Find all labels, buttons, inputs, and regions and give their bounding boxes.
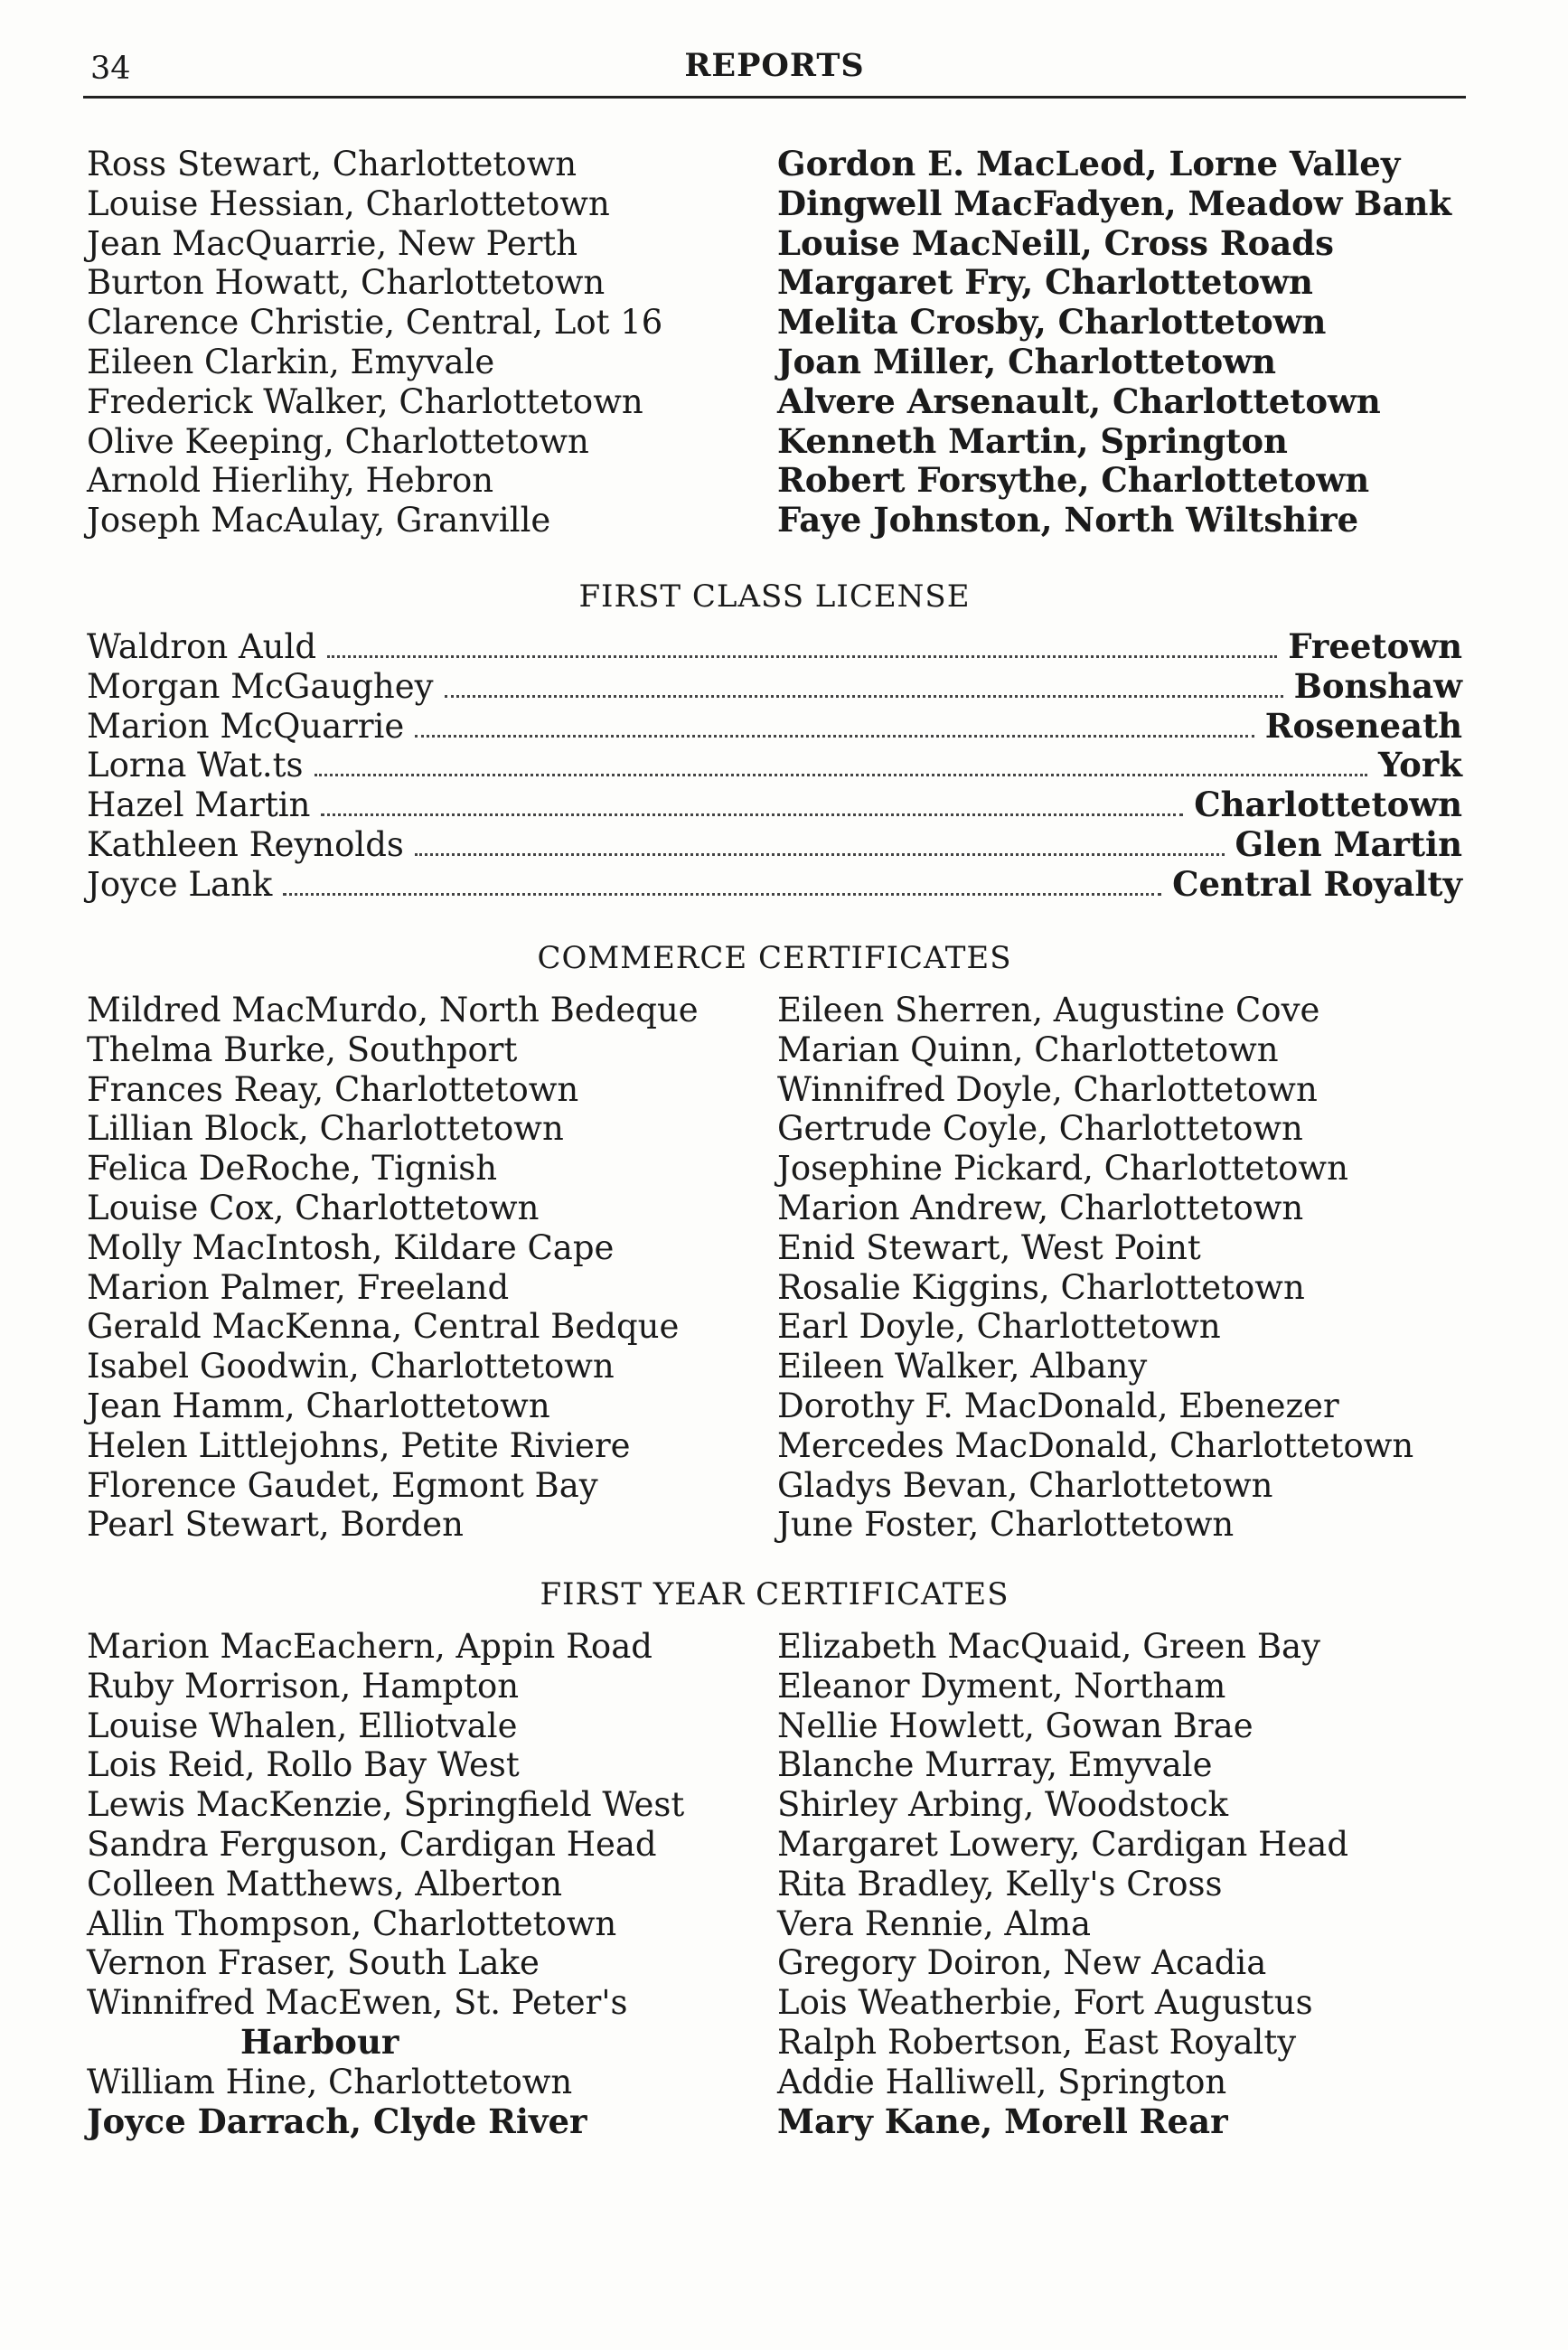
license-place: Freetown [1288,626,1462,666]
list-item: Addie Halliwell, Springton [777,2062,1227,2101]
dot-leader [415,735,1254,738]
license-place: Roseneath [1264,705,1462,746]
list-item: Gladys Bevan, Charlottetown [777,1465,1273,1505]
list-item: Shirley Arbing, Woodstock [777,1785,1229,1825]
list-item: Vernon Fraser, South Lake [87,1943,540,1983]
list-item-continuation: Harbour [240,2021,399,2062]
list-item: Mary Kane, Morell Rear [777,2101,1228,2141]
list-item: June Foster, Charlottetown [777,1505,1235,1545]
list-item: Gertrude Coyle, Charlottetown [777,1109,1303,1149]
list-item: Eleanor Dyment, Northam [777,1666,1226,1706]
list-item: Frances Reay, Charlottetown [87,1069,579,1109]
dot-leader [321,813,1183,816]
running-head: REPORTS [684,47,865,84]
list-item: Gordon E. MacLeod, Lorne Valley [777,144,1401,183]
list-item: Mercedes MacDonald, Charlottetown [777,1425,1414,1465]
license-name: Lorna Wat.ts [87,746,304,785]
license-row [87,825,1462,865]
first-year-right-column [777,1627,1482,2141]
list-item: Elizabeth MacQuaid, Green Bay [777,1627,1320,1666]
license-place: Central Royalty [1172,863,1462,904]
list-item: Enid Stewart, West Point [777,1227,1201,1267]
section-title-first-class-license: FIRST CLASS LICENSE [578,578,971,615]
list-item: Sandra Ferguson, Cardigan Head [87,1824,657,1864]
list-item: Eileen Walker, Albany [777,1347,1148,1386]
list-item: Dingwell MacFadyen, Meadow Bank [777,183,1452,223]
list-item: Gerald MacKenna, Central Bedque [87,1307,680,1347]
list-item: Joyce Darrach, Clyde River [87,2101,587,2141]
list-item: Ross Stewart, Charlottetown [87,145,577,183]
license-place: Bonshaw [1293,665,1462,706]
license-row [87,785,1462,825]
list-item: Lois Reid, Rollo Bay West [87,1745,520,1785]
list-item: Rita Bradley, Kelly's Cross [777,1864,1223,1904]
license-row [87,707,1462,747]
list-item: Rosalie Kiggins, Charlottetown [777,1267,1305,1307]
license-name: Kathleen Reynolds [87,824,404,864]
license-name: Joyce Lank [87,864,273,904]
list-item: Vera Rennie, Alma [777,1904,1092,1943]
commerce-left-column [87,991,756,1545]
list-item: Eileen Sherren, Augustine Cove [777,991,1320,1029]
list-item: Louise Whalen, Elliotvale [87,1706,518,1745]
list-item: Margaret Fry, Charlottetown [777,262,1313,303]
license-place: York [1377,745,1462,785]
list-item: Winnifred MacEwen, St. Peter's [87,1983,628,2023]
license-row [87,627,1462,667]
list-item: Arnold Hierlihy, Hebron [87,461,494,501]
dot-leader [283,893,1161,896]
header-rule [83,96,1466,99]
dot-leader [315,774,1367,776]
list-item: Faye Johnston, North Wiltshire [777,500,1359,540]
dot-leader [445,695,1283,698]
list-item: Kenneth Martin, Springton [777,420,1288,461]
list-item: Marion Andrew, Charlottetown [777,1188,1304,1227]
list-item: Felica DeRoche, Tignish [87,1149,498,1189]
list-item: Lois Weatherbie, Fort Augustus [777,1983,1313,2023]
list-item: Ruby Morrison, Hampton [87,1666,520,1706]
list-item: Josephine Pickard, Charlottetown [777,1149,1348,1189]
list-item: Lillian Block, Charlottetown [87,1109,564,1149]
list-item: Florence Gaudet, Egmont Bay [87,1465,598,1505]
list-item: Clarence Christie, Central, Lot 16 [87,303,663,343]
first-class-license-list [87,627,1462,905]
list-item: Gregory Doiron, New Acadia [777,1943,1267,1983]
list-item: Colleen Matthews, Alberton [87,1864,563,1904]
list-item: Molly MacIntosh, Kildare Cape [87,1227,615,1267]
first-year-left-column [87,1627,756,2141]
list-item: Isabel Goodwin, Charlottetown [87,1347,615,1386]
list-item: Joseph MacAulay, Granville [87,501,551,540]
list-item: Helen Littlejohns, Petite Riviere [87,1425,631,1465]
dot-leader [327,655,1277,658]
license-name: Hazel Martin [87,785,311,825]
list-item: Joan Miller, Charlottetown [777,341,1276,381]
list-item: Marian Quinn, Charlottetown [777,1029,1279,1069]
list-item: Marion Palmer, Freeland [87,1267,510,1307]
list-item: Lewis MacKenzie, Springfield West [87,1785,685,1825]
license-row [87,746,1462,785]
list-item: Dorothy F. MacDonald, Ebenezer [777,1386,1339,1425]
dot-leader [415,853,1225,856]
license-place: Charlottetown [1194,785,1462,825]
list-item: Robert Forsythe, Charlottetown [777,460,1370,501]
page-header [83,47,1466,98]
list-item: Louise MacNeill, Cross Roads [777,222,1334,263]
list-item: Blanche Murray, Emyvale [777,1745,1213,1785]
list-item: Eileen Clarkin, Emyvale [87,342,495,381]
list-item: Allin Thompson, Charlottetown [87,1904,617,1943]
list-item: Frederick Walker, Charlottetown [87,381,643,421]
top-list-left-column [87,145,756,540]
list-item: Louise Cox, Charlottetown [87,1188,540,1227]
list-item: Winnifred Doyle, Charlottetown [777,1069,1318,1109]
license-name: Waldron Auld [87,627,317,666]
list-item: Burton Howatt, Charlottetown [87,263,606,303]
list-item: Nellie Howlett, Gowan Brae [777,1706,1253,1745]
commerce-right-column [777,991,1482,1545]
list-item: Marion MacEachern, Appin Road [87,1627,653,1666]
list-item: Olive Keeping, Charlottetown [87,421,589,461]
list-item: Alvere Arsenault, Charlottetown [777,381,1381,421]
list-item: Margaret Lowery, Cardigan Head [777,1824,1349,1864]
list-item: Mildred MacMurdo, North Bedeque [87,991,699,1029]
license-name: Morgan McGaughey [87,666,434,706]
list-item: Jean Hamm, Charlottetown [87,1386,550,1425]
license-row [87,865,1462,905]
list-item: Earl Doyle, Charlottetown [777,1307,1221,1347]
list-item: Ralph Robertson, East Royalty [777,2022,1297,2062]
top-list-right-column [777,145,1482,540]
license-row [87,667,1462,707]
list-item: Louise Hessian, Charlottetown [87,183,610,223]
license-name: Marion McQuarrie [87,706,405,746]
list-item: William Hine, Charlottetown [87,2062,573,2101]
section-title-commerce-certificates: COMMERCE CERTIFICATES [537,940,1012,976]
section-title-first-year-certificates: FIRST YEAR CERTIFICATES [540,1576,1009,1612]
page-number: 34 [90,51,131,87]
list-item: Melita Crosby, Charlottetown [777,302,1327,343]
list-item: Pearl Stewart, Borden [87,1505,464,1545]
list-item: Thelma Burke, Southport [87,1029,518,1069]
list-item: Jean MacQuarrie, New Perth [87,223,578,263]
license-place: Glen Martin [1235,823,1462,864]
